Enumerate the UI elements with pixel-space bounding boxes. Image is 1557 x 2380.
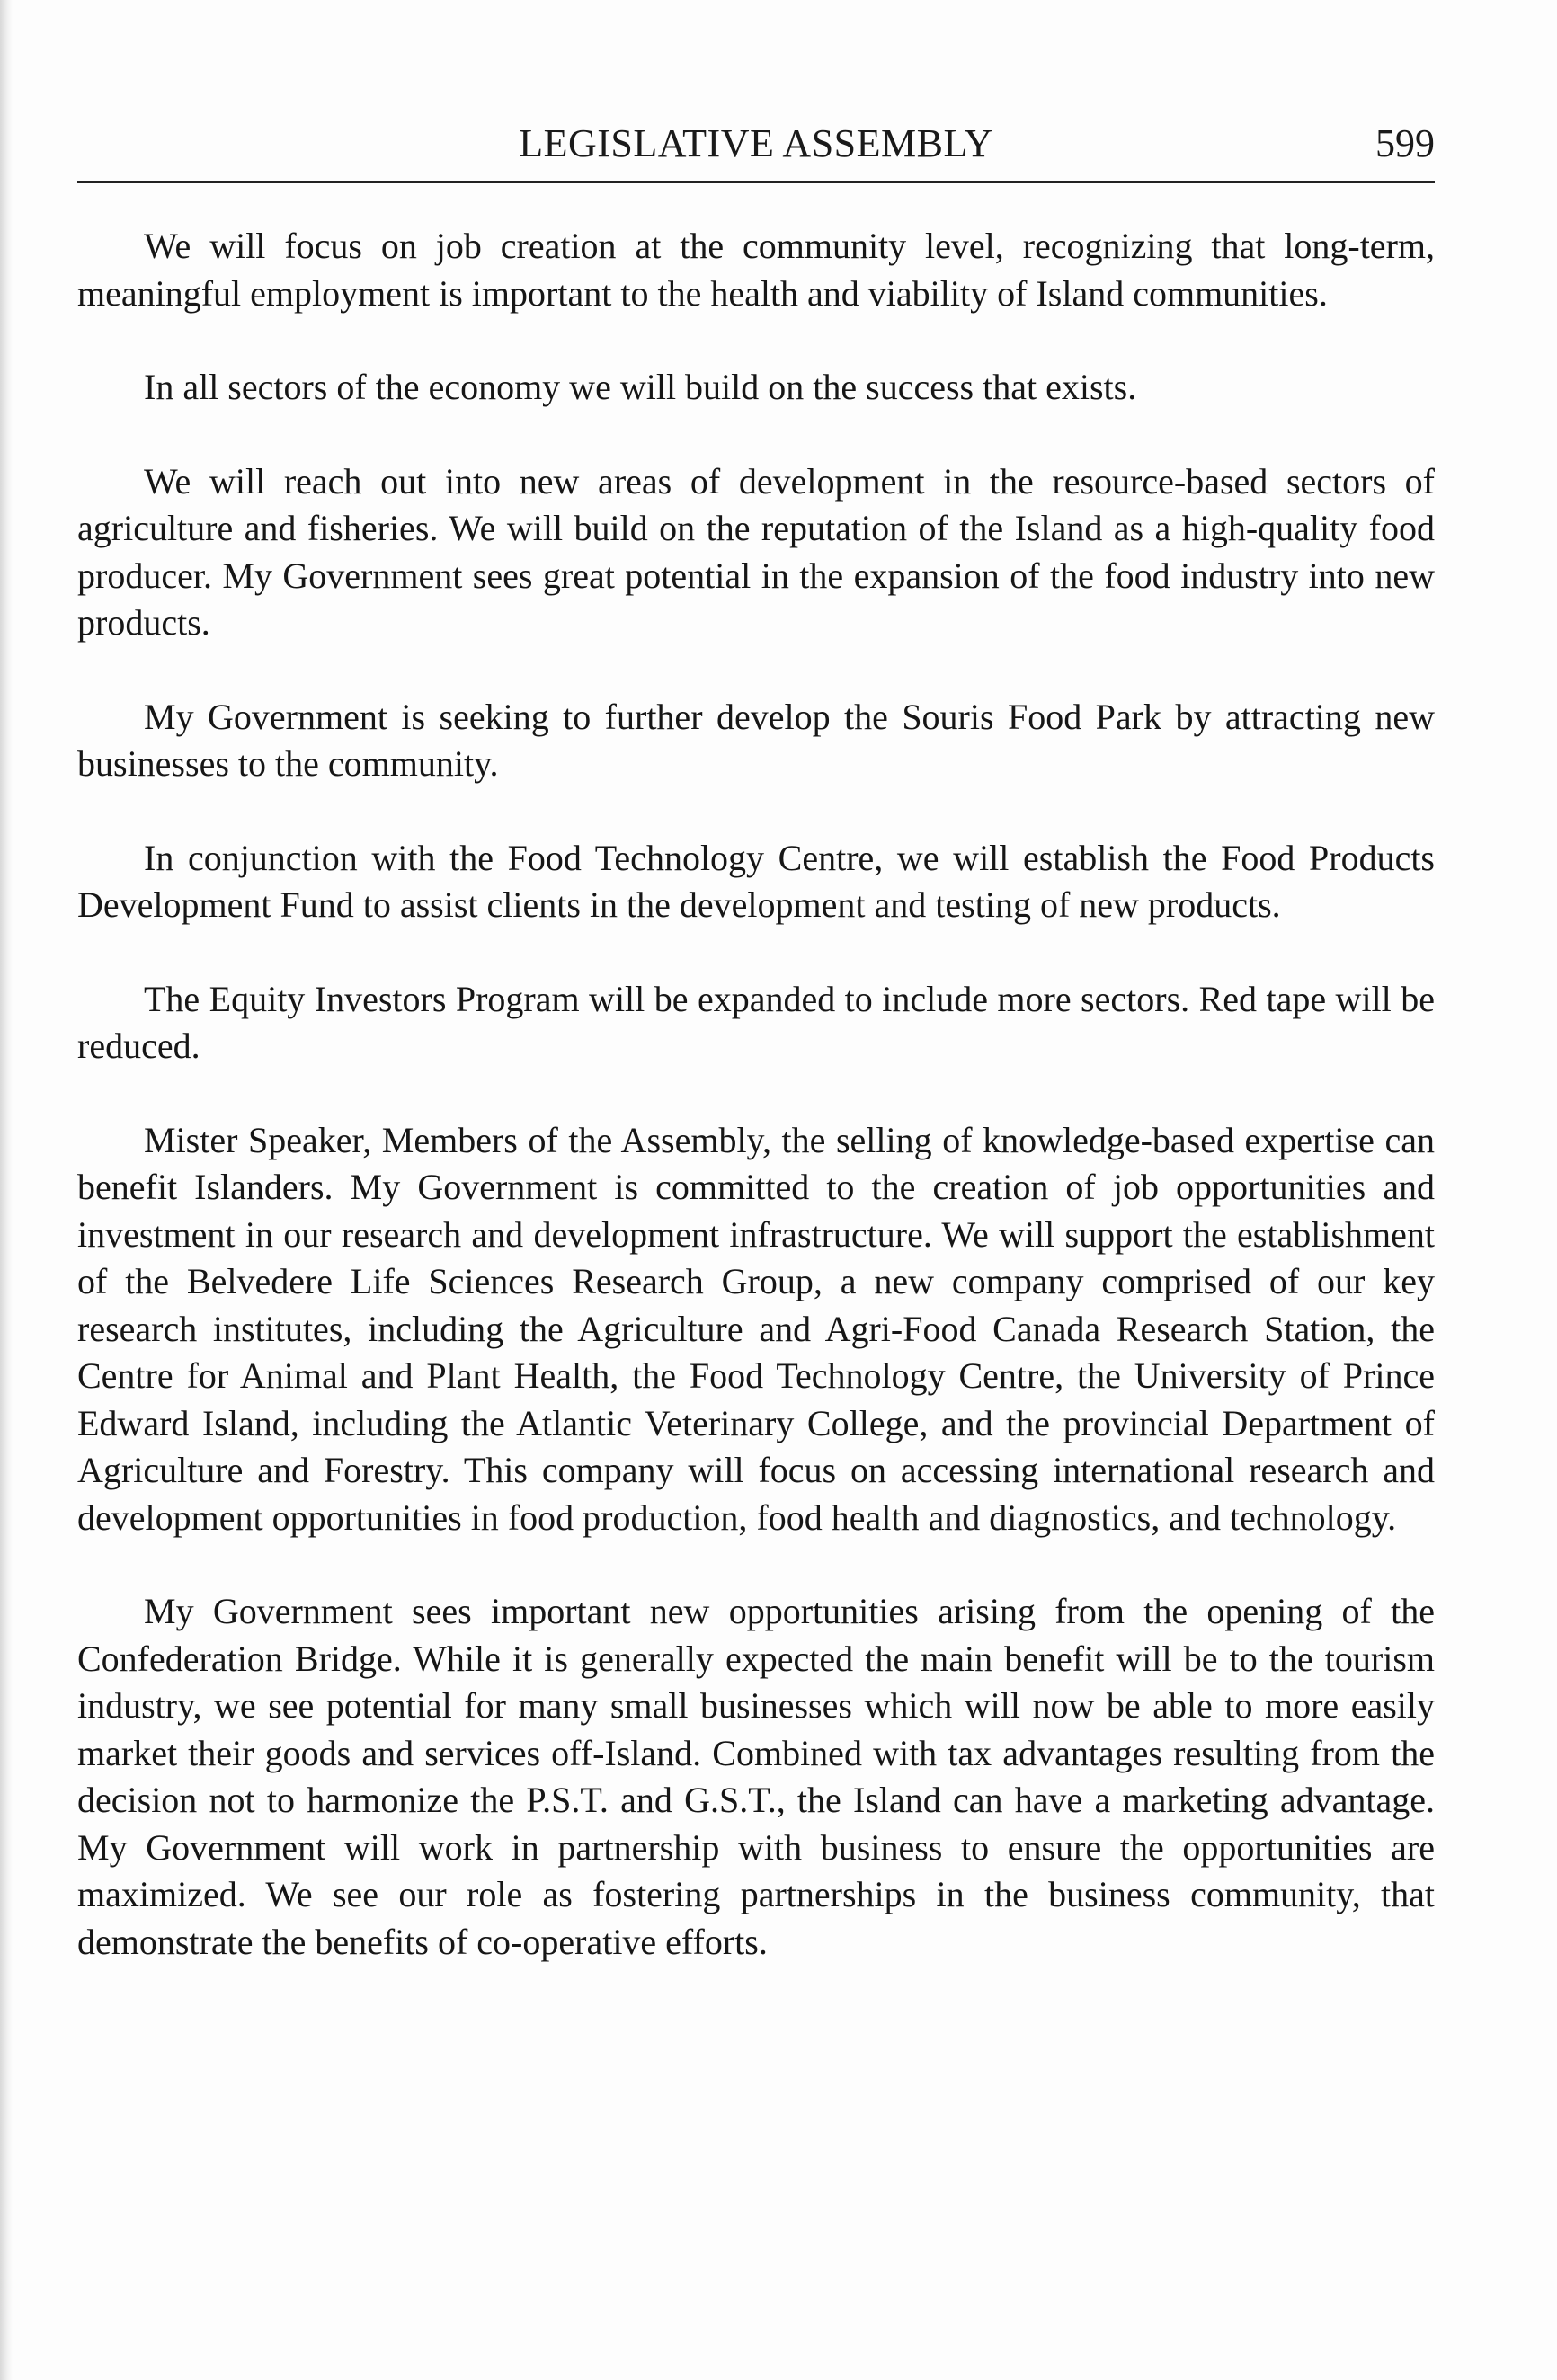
header-rule xyxy=(77,181,1435,183)
paragraph-knowledge-based-expertise: Mister Speaker, Members of the Assembly, the selling of knowledge-based expertise can benefit Islanders. My Government is committed to the creation of job opportunities and investment in our research and development infrastructure. We will support the establishment of the Belvedere Life Sciences Research Group, a new company comprised of our key research institutes, including the Agriculture and Agri-Food Canada Research Station, the Centre for Animal and Plant Health, the Food Technology Centre, the University of Prince Edward Island, including the Atlantic Veterinary College, and the provincial Department of Agriculture and Forestry. This company will focus on accessing international research and development opportunities in food production, food health and diagnostics, and technology. xyxy=(77,1119,1435,1538)
paragraph-resource-sectors: We will reach out into new areas of development in the resource-based sectors of agriculture and fisheries. We will build on the reputation of the Island as a high-quality food producer. My Government sees great potential in the expansion of the food industry into new products. xyxy=(77,460,1435,643)
paragraph-all-sectors: In all sectors of the economy we will build on the success that exists. xyxy=(144,367,1137,407)
paragraph-equity-investors: The Equity Investors Program will be expanded to include more sectors. Red tape will be reduced. xyxy=(77,978,1435,1066)
running-head-title: LEGISLATIVE ASSEMBLY xyxy=(519,121,993,165)
page-number: 599 xyxy=(1375,121,1435,165)
paragraph-souris-food-park: My Government is seeking to further develop the Souris Food Park by attracting new businesses to the community. xyxy=(77,696,1435,784)
page-header xyxy=(77,115,1435,180)
paragraph-job-creation: We will focus on job creation at the community level, recognizing that long-term, meaningful employment is important to the health and viability of Island communities. xyxy=(77,226,1435,314)
scan-edge-shadow xyxy=(0,0,13,2380)
body-text xyxy=(77,223,1435,2012)
paragraph-confederation-bridge: My Government sees important new opportunities arising from the opening of the Confederation Bridge. While it is generally expected the main benefit will be to the tourism industry, we see potential for many small businesses which will now be able to more easily market their goods and services off-Island. Combined with tax advantages resulting from the decision not to harmonize the P.S.T. and G.S.T., the Island can have a marketing advantage. My Government will work in partnership with business to ensure the opportunities are maximized. We see our role as fostering partnerships in the business community, that demonstrate the benefits of co-operative efforts. xyxy=(77,1591,1435,1962)
paragraph-food-technology-centre: In conjunction with the Food Technology Centre, we will establish the Food Products Development Fund to assist clients in the development and testing of new products. xyxy=(77,837,1435,925)
